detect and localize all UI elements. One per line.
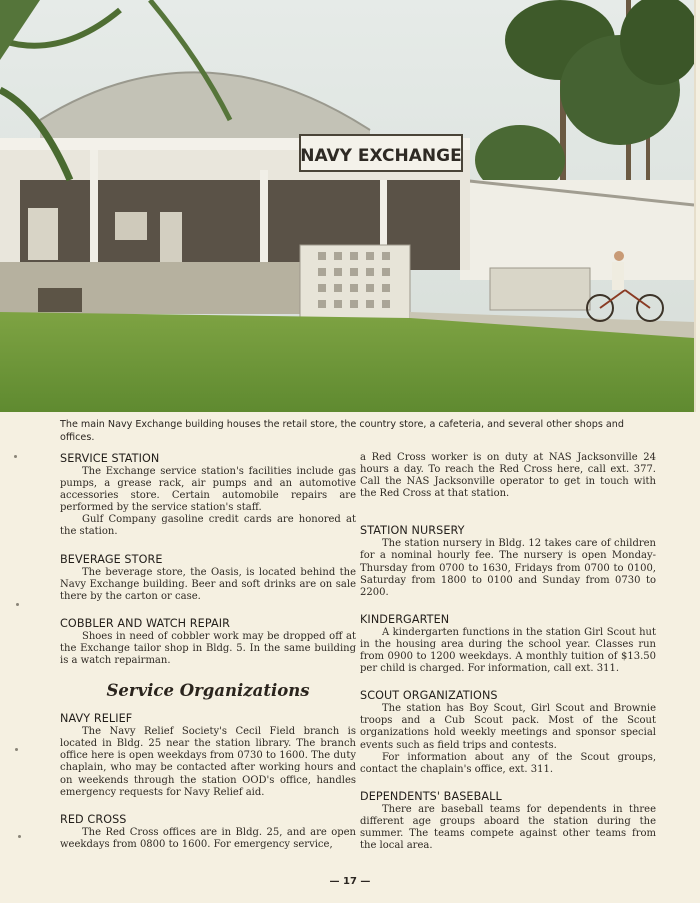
station-nursery-heading: STATION NURSERY [360,524,465,538]
right-column [360,452,656,866]
beverage-store-heading: BEVERAGE STORE [60,552,163,566]
beverage-store-paragraph: The beverage store, the Oasis, is located behind the Navy Exchange building. Beer and soft drinks are on sale there by the carton or case. [60,566,356,602]
dependents-baseball-paragraph: There are baseball teams for dependents in three different age groups aboard the station during the summer. The teams compete against other teams from the local area. [360,803,656,852]
navy-exchange-illustration [0,0,694,412]
cobbler-paragraph: Shoes in need of cobbler work may be dropped off at the Exchange tailor shop in Bldg. 5. In the same building is a watch repairman. [60,630,356,667]
navy-relief-section [60,712,356,799]
kindergarten-heading: KINDERGARTEN [360,612,450,626]
station-nursery-section [360,524,656,598]
service-station-paragraph-2: Gulf Company gasoline credit cards are honored at the station. [60,514,356,538]
kindergarten-paragraph: A kindergarten functions in the station Girl Scout hut in the housing area during the school year. Classes run from 0900 to 1200 weekdays. A monthly tuition of $13.50 per child is charged. For information, call ext. 311. [360,626,656,675]
navy-relief-heading: NAVY RELIEF [60,712,133,726]
dependents-baseball-heading: DEPENDENTS' BASEBALL [360,789,502,803]
scout-organizations-heading: SCOUT ORGANIZATIONS [360,689,498,703]
scout-organizations-paragraph-2: For information about any of the Scout groups, contact the chaplain's office, ext. 311. [360,751,656,775]
navy-relief-paragraph: The Navy Relief Society's Cecil Field branch is located in Bldg. 25 near the station library. The branch office here is open weekdays from 0730 to 1600. The duty chaplain, who may be contacted after working hours and on weekends through the station OOD's office, handles emergency requests for Navy Relief aid. [60,726,356,798]
station-nursery-paragraph: The station nursery in Bldg. 12 takes care of children for a nominal hourly fee. The nursery is open Monday-Thursday from 0700 to 1630, Fridays from 0700 to 0100, Saturday from 1800 to 0100 and Sunday from 0730 to 2200. [360,538,656,598]
cobbler-section [60,617,356,667]
red-cross-continued-paragraph: a Red Cross worker is on duty at NAS Jacksonville 24 hours a day. To reach the Red Cross here, call ext. 377. Call the NAS Jacksonville operator to get in touch with the Red Cross at that station. [360,452,656,500]
navy-exchange-sign-text: NAVY EXCHANGE [300,146,462,166]
paper-speck [14,455,17,458]
navy-exchange-photo [0,0,696,412]
cobbler-heading: COBBLER AND WATCH REPAIR [60,616,230,630]
service-station-section [60,452,356,539]
service-station-paragraph-1: The Exchange service station's facilities include gas pumps, a grease rack, air pumps and an automotive accessories store. Certain automobile repairs are performed by the service station's staff. [60,466,356,514]
red-cross-section [60,813,356,851]
paper-speck [16,603,19,606]
red-cross-paragraph: The Red Cross offices are in Bldg. 25, and are open weekdays from 0800 to 1600. For emergency service, [60,826,356,850]
beverage-store-section [60,553,356,603]
dependents-baseball-section [360,790,656,852]
red-cross-continued-section [360,452,656,500]
page-number: — 17 — [329,876,371,887]
service-organizations-title: Service Organizations [106,681,310,701]
paper-speck [18,835,21,838]
scout-organizations-section [360,689,656,776]
paper-speck [15,748,18,751]
red-cross-heading: RED CROSS [60,812,127,826]
left-column [60,452,356,865]
kindergarten-section [360,613,656,675]
service-station-heading: SERVICE STATION [60,452,160,465]
scout-organizations-paragraph-1: The station has Boy Scout, Girl Scout and Brownie troops and a Cub Scout pack. Most of the Scout organizations hold weekly meetings and sponsor special events such as field trips and contests. [360,703,656,751]
photo-caption: The main Navy Exchange building houses the retail store, the country store, a cafeteria, and several other shops and offices. [60,419,624,443]
